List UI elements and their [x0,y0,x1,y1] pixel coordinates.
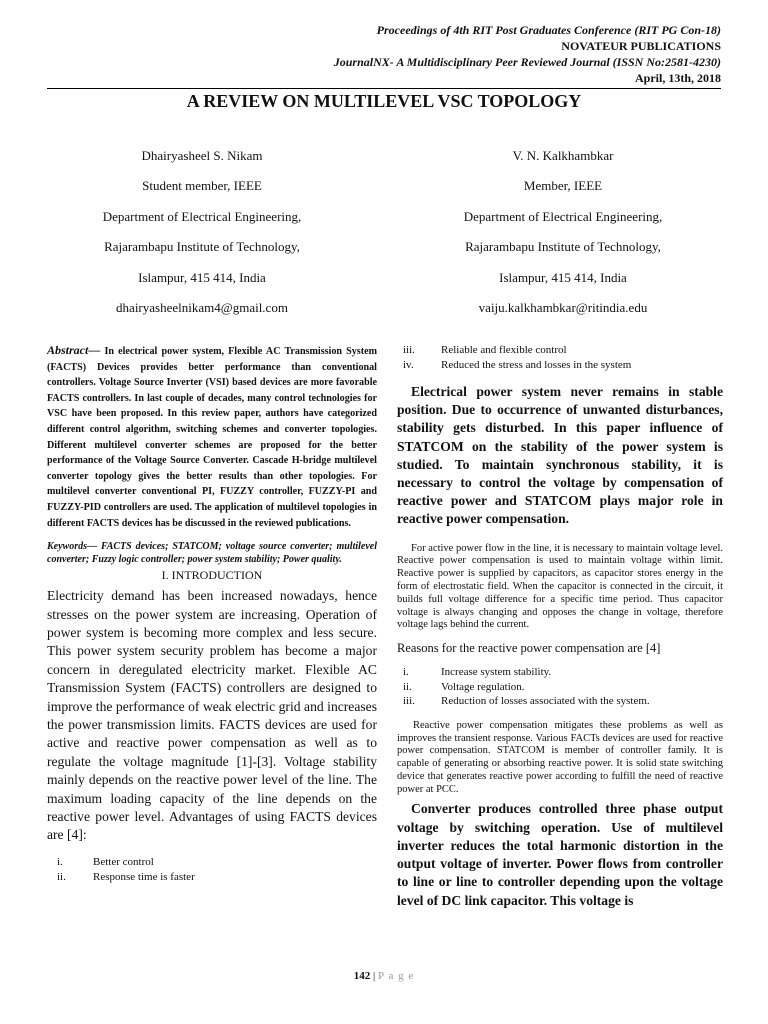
page-footer [0,970,768,982]
footer-page-label: P a g e [377,970,415,982]
list-item [47,855,377,870]
list-item [397,665,723,680]
author-name: Dhairyasheel S. Nikam [141,148,263,163]
list-item-text: Reduced the stress and losses in the system [441,359,632,371]
author-role: Student member, IEEE [142,178,262,194]
abstract [47,343,377,531]
paper-title: A REVIEW ON MULTILEVEL VSC TOPOLOGY [186,91,582,111]
statcom-paragraph: Electrical power system never remains in stable position. Due to occurrence of unwanted disturbances, stability gets disturbed. In this paper influence of STATCOM on the stability of the power system is studied. To maintain synchronous stability, it is necessary to control the voltage by compensation of reactive power and STATCOM plays major role in reactive power compensation. [397,384,723,527]
author-name: V. N. Kalkhambkar [512,148,614,163]
advantages-list-continued [397,343,723,373]
author-email: dhairyasheelnikam4@gmail.com [116,299,288,315]
header-date: April, 13th, 2018 [634,71,721,85]
list-item-num: iii. [403,344,415,356]
list-item-num: i. [403,666,409,679]
list-item-num: iii. [403,695,415,708]
intro-paragraph: Electricity demand has been increased nowadays, hence stresses on the power system are increasing. Operation of power system is becoming more complex and less secure. This power system security problem has become a major concern in deregulated electricity market. Flexible AC Transmission System (FACTS) controllers are designed to improve the performance of weak electric grid and increases the power transmission limits. FACTS devices are used for active and reactive power compensation as well as to regulate the voltage magnitude [1]-[3]. Voltage stability mainly depends on the reactive power level of the line. The maximum loading capacity of the line depends on the reactive power level. Advantages of using FACTS devices are [4]: [47,588,377,843]
list-item [397,343,723,358]
compensation-paragraph: Reactive power compensation mitigates these problems as well as improves the transient response. Various FACTs devices are used for reactive power compensation. STATCOM is member of controller family. It is capable of generating or absorbing reactive power. It is solid state switching device that generates reactive power according to fulfill the need of reactive power at PCC. [397,719,723,795]
list-item-num: iv. [403,359,414,371]
page-number: 142 [353,970,371,982]
abstract-text: In electrical power system, Flexible AC Transmission System (FACTS) Devices provides better performance than conventional controllers. Voltage Source Inverter (VSI) based devices are more favorable FACTS controllers. In last couple of decades, many control technologies for VSC have been proposed. In this review paper, authors have categorized different control algorithm, switching schemes and converter topologies. Different multilevel converter schemes are proposed for the better performance of the Voltage Source Converter. Cascade H-bridge multilevel converter topology gives the better results than other topologies. For multilevel converter conventional PI, FUZZY controller, FUZZY-PI and FUZZY-PID controllers are used. The application of multilevel topologies in different FACTS devices has be discussed in the reviewed publications. [47,346,377,529]
journal-header [334,22,721,86]
author-role: Member, IEEE [523,178,603,194]
list-item-num: i. [57,855,63,868]
left-column [47,343,377,885]
list-item [397,694,723,709]
reactive-power-paragraph: For active power flow in the line, it is necessary to maintain voltage level. Reactive power compensation is used to maintain voltage within limit. Reactive power is supplied by capacitors, as capacitor stores energy in the form of electrostatic field. When the capacitor is connected in the circuit, it builds full voltage difference for a specific time period. Thus capacitor voltage is always changing and opposes the change in voltage, therefore voltage lags behind the current. [397,542,723,631]
reasons-heading: Reasons for the reactive power compensation are [4] [397,641,661,656]
list-item [47,870,377,885]
advantages-list [47,855,377,885]
list-item-text: Reduction of losses associated with the system. [441,695,650,708]
author-email: vaiju.kalkhambkar@ritindia.edu [478,299,648,315]
keywords: Keywords— FACTS devices; STATCOM; voltage source converter; multilevel converter; Fuzzy logic controller; power system stability; Power quality. [47,541,377,566]
header-journal: JournalNX- A Multidisciplinary Peer Reviewed Journal (ISSN No:2581-4230) [333,55,721,69]
author-dept: Department of Electrical Engineering, [463,208,663,224]
right-column [397,343,723,910]
author-dept: Department of Electrical Engineering, [102,208,302,224]
author-inst: Rajarambapu Institute of Technology, [104,239,300,255]
list-item-text: Reliable and flexible control [441,344,567,356]
list-item-text: Voltage regulation. [441,680,525,693]
reasons-list [397,665,723,709]
converter-paragraph: Converter produces controlled three phase output voltage by switching operation. Use of multilevel inverter reduces the total harmonic distortion in the output voltage of inverter. Power flows from controller to line or line to controller depending upon the voltage level of DC link capacitor. This voltage is [397,801,723,908]
list-item [397,680,723,695]
header-rule [47,88,721,89]
list-item-text: Increase system stability. [441,666,552,679]
list-item-text: Better control [93,855,154,868]
author-block-1 [37,148,367,330]
list-item-num: ii. [403,680,412,693]
section-heading-introduction: I. INTRODUCTION [161,568,263,583]
footer-separator: | [373,970,376,982]
header-conference: Proceedings of 4th RIT Post Graduates Conference (RIT PG Con-18) [376,23,721,37]
abstract-label: Abstract— [47,343,101,357]
list-item-num: ii. [57,870,66,883]
list-item-text: Response time is faster [93,870,195,883]
author-city: Islampur, 415 414, India [499,269,627,285]
author-inst: Rajarambapu Institute of Technology, [465,239,661,255]
header-publisher: NOVATEUR PUBLICATIONS [561,39,721,53]
author-city: Islampur, 415 414, India [138,269,266,285]
author-block-2 [398,148,728,330]
list-item [397,358,723,373]
